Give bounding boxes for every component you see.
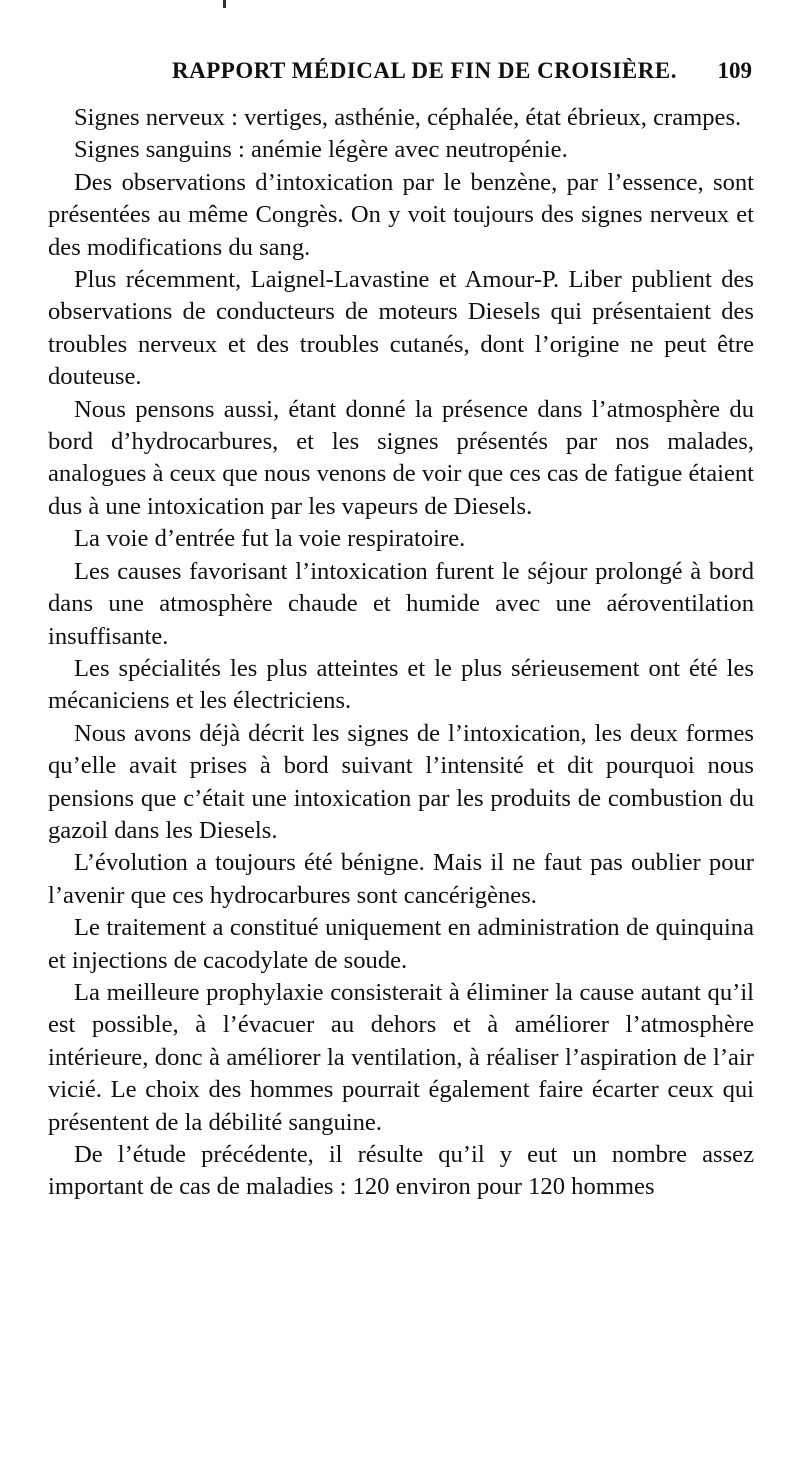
- page-number: 109: [717, 58, 752, 83]
- paragraph: La meilleure prophylaxie consisterait à éliminer la cause autant qu’il est possible, à l’évacuer au dehors et à améliorer l’atmosphère intérieure, donc à améliorer la ventilation, à réaliser l’aspiration de l’air vicié. Le choix des hommes pourrait également faire écarter ceux qui présentent de la débilité sanguine.: [48, 978, 754, 1136]
- paragraph: Le traitement a constitué uniquement en administration de quinquina et injections de cacodylate de soude.: [48, 914, 754, 974]
- page-header: [172, 58, 752, 92]
- paragraph: Plus récemment, Laignel-Lavastine et Amour-P. Liber publient des observations de conducteurs de moteurs Diesels qui présentaient des troubles nerveux et des troubles cutanés, dont l’origine ne peut être douteuse.: [48, 266, 754, 391]
- paragraph: Signes nerveux : vertiges, asthénie, céphalée, état ébrieux, crampes.: [74, 104, 742, 131]
- body-text: [48, 102, 754, 1204]
- paragraph: Nous pensons aussi, étant donné la présence dans l’atmosphère du bord d’hydrocarbures, et les signes présentés par nos malades, analogues à ceux que nous venons de voir que ces cas de fatigue étaient dus à une intoxication par les vapeurs de Diesels.: [48, 395, 754, 520]
- paragraph: Signes sanguins : anémie légère avec neutropénie.: [74, 136, 568, 164]
- running-head: RAPPORT MÉDICAL DE FIN DE CROISIÈRE.: [172, 58, 677, 83]
- paragraph: Les causes favorisant l’intoxication furent le séjour prolongé à bord dans une atmosphère chaude et humide avec une aéroventilation insuffisante.: [48, 557, 754, 650]
- paragraph: Nous avons déjà décrit les signes de l’intoxication, les deux formes qu’elle avait prises à bord suivant l’intensité et dit pourquoi nous pensions que c’était une intoxication par les produits de combustion du gazoil dans les Diesels.: [48, 719, 754, 844]
- paragraph: Des observations d’intoxication par le benzène, par l’essence, sont présentées au même Congrès. On y voit toujours des signes nerveux et des modifications du sang.: [48, 168, 754, 261]
- paragraph: L’évolution a toujours été bénigne. Mais il ne faut pas oublier pour l’avenir que ces hydrocarbures sont cancérigènes.: [48, 849, 754, 909]
- print-mark: [223, 0, 226, 8]
- paragraph: La voie d’entrée fut la voie respiratoire.: [74, 525, 466, 553]
- paragraph: De l’étude précédente, il résulte qu’il y eut un nombre assez important de cas de maladies : 120 environ pour 120 hommes: [48, 1141, 754, 1201]
- paragraph: Les spécialités les plus atteintes et le plus sérieusement ont été les mécaniciens et les électriciens.: [48, 654, 754, 715]
